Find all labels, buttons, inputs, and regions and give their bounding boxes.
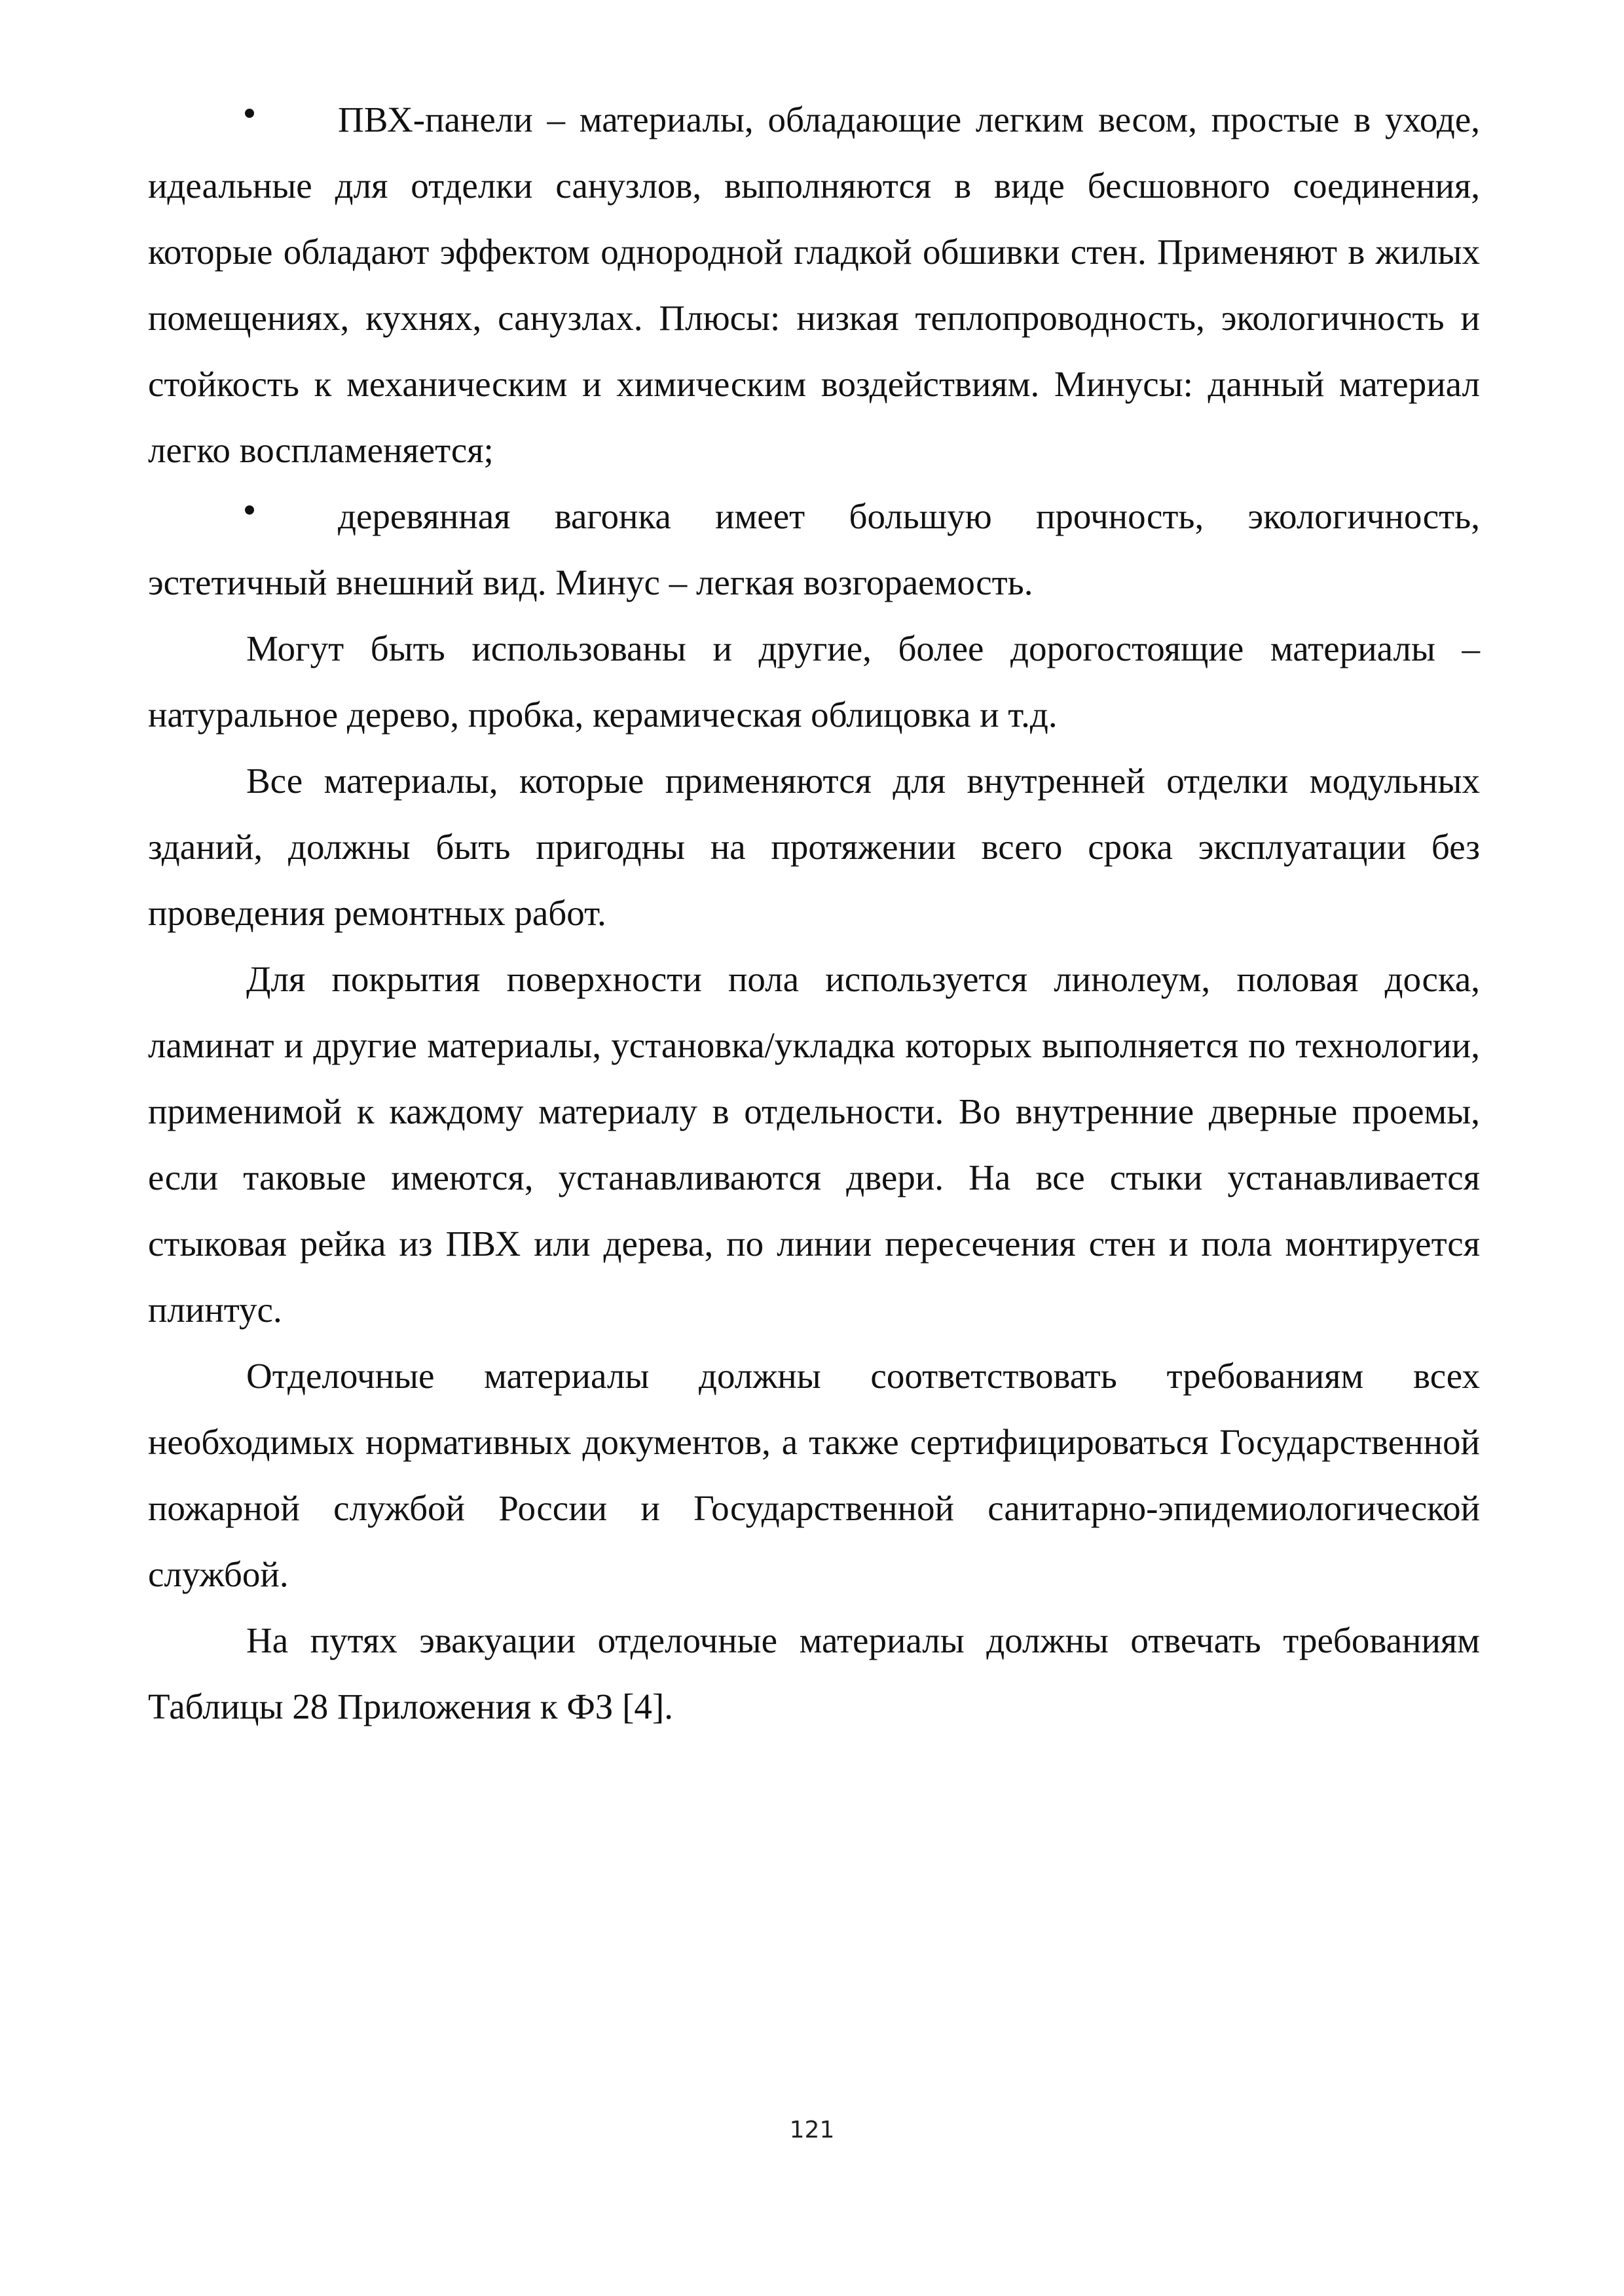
paragraph-evacuation-routes: На путях эвакуации отделочные материалы должны отвечать требованиям Таблицы 28 Приложения к ФЗ [4]. (148, 1620, 1480, 1726)
paragraph-certification: Отделочные материалы должны соответствовать требованиям всех необходимых нормативных документов, а также сертифицироваться Государственной пожарной службой России и Государственной санитарно-эпидемиологической службой. (148, 1356, 1480, 1594)
bullet-item-pvc-panels (148, 86, 1480, 483)
body-text (148, 86, 1480, 1740)
paragraph-materials-durability: Все материалы, которые применяются для внутренней отделки модульных зданий, должны быть пригодны на протяжении всего срока эксплуатации без проведения ремонтных работ. (148, 761, 1480, 933)
page-number: 121 (789, 2117, 835, 2143)
paragraph-floor-covering: Для покрытия поверхности пола используется линолеум, половая доска, ламинат и другие материалы, установка/укладка которых выполняется по технологии, применимой к каждому материалу в отдельности. Во внутренние дверные проемы, если таковые имеются, устанавливаются двери. На все стыки устанавливается стыковая рейка из ПВХ или дерева, по линии пересечения стен и пола монтируется плинтус. (148, 959, 1480, 1330)
bullet-text: ПВХ-панели – материалы, обладающие легким весом, простые в уходе, идеальные для отделки санузлов, выполняются в виде бесшовного соединения, которые обладают эффектом однородной гладкой обшивки стен. Применяют в жилых помещениях, кухнях, санузлах. Плюсы: низкая теплопроводность, экологичность и стойкость к механическим и химическим воздействиям. Минусы: данный материал легко воспламеняется; (148, 100, 1480, 470)
bullet-item-wood-lining (148, 483, 1480, 615)
bullet-icon (245, 505, 254, 515)
bullet-text: деревянная вагонка имеет большую прочность, экологичность, эстетичный внешний вид. Минус – легкая возгораемость. (148, 496, 1480, 602)
paragraph-other-materials: Могут быть использованы и другие, более дорогостоящие материалы – натуральное дерево, пробка, керамическая облицовка и т.д. (148, 629, 1480, 735)
bullet-icon (245, 109, 254, 118)
